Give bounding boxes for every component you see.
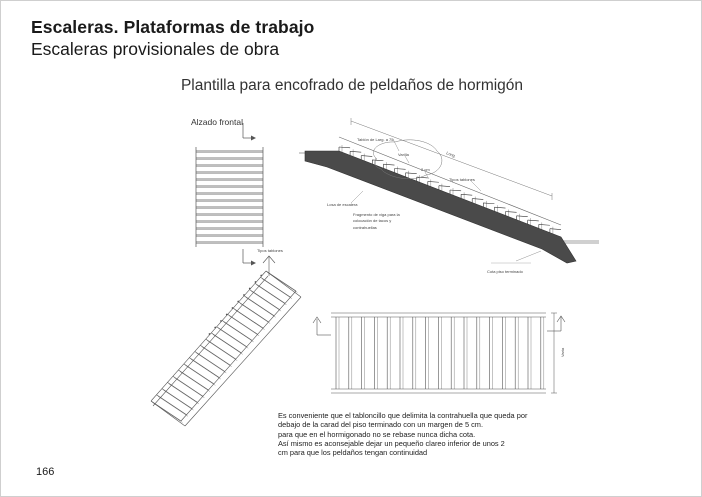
iso-tread: [207, 341, 237, 361]
iso-tread: [213, 334, 243, 354]
section-tread: [461, 194, 472, 195]
section-tread: [472, 199, 483, 200]
note-line: debajo de la carad del piso terminado con un margen de 5 cm.: [278, 420, 484, 430]
iso-dot: [220, 320, 222, 322]
iso-tread: [255, 283, 285, 303]
floor-level-label: Cota piso terminado: [487, 269, 523, 274]
iso-tread: [206, 339, 236, 359]
iso-dot: [260, 275, 262, 277]
front-elevation-label: Alzado frontal: [191, 117, 243, 127]
iso-tread: [180, 372, 210, 392]
iso-tread: [151, 401, 181, 421]
section-tread: [539, 224, 550, 225]
note-line: cm para que los peldaños tengan continuidad: [278, 448, 428, 458]
iso-tread: [218, 328, 248, 348]
plan-view-drawing: [313, 313, 565, 393]
iso-tread: [239, 302, 269, 322]
iso-tread: [261, 277, 291, 297]
plan-dimension-label: Varia: [560, 347, 565, 357]
iso-tread: [178, 370, 208, 390]
iso-tread: [173, 376, 203, 396]
figure-title: Plantilla para encofrado de peldaños de hormigón: [180, 77, 524, 94]
section-tread: [406, 173, 417, 174]
construction-note: [278, 411, 578, 457]
section-tread: [506, 212, 517, 213]
isometric-stair-drawing: [151, 256, 301, 426]
iso-tread: [202, 347, 232, 367]
rod-label: Varilla: [398, 152, 409, 157]
variable-label: 2 cm: [421, 167, 430, 172]
slab-label: Losa de escalera: [327, 202, 358, 207]
length-label: Long.: [445, 150, 457, 159]
section-tread: [350, 151, 361, 152]
iso-tread: [169, 384, 199, 404]
section-tread: [450, 190, 461, 191]
rebar-label: Fragmento de viga para la colocación de tacos y contrahuellas: [353, 212, 400, 230]
iso-dot: [243, 294, 245, 296]
iso-dot: [232, 307, 234, 309]
section-tread: [494, 207, 505, 208]
longitudinal-section-drawing: [299, 118, 599, 274]
iso-dot: [214, 327, 216, 329]
front-elevation-drawing: [191, 117, 283, 266]
side-board-label: Tipos tablones: [257, 248, 283, 253]
iso-tread: [244, 296, 274, 316]
section-tread: [383, 164, 394, 165]
iso-tread: [158, 396, 188, 416]
iso-tread: [153, 403, 183, 423]
iso-tread: [163, 390, 193, 410]
iso-tread: [211, 333, 241, 353]
iso-tread: [217, 327, 247, 347]
iso-dot: [237, 301, 239, 303]
section-tread: [550, 229, 561, 230]
iso-tread: [174, 378, 204, 398]
iso-tread: [196, 353, 226, 373]
board-label: Tablón de Larg. a 75: [357, 137, 394, 142]
iso-tread: [185, 365, 215, 385]
section-title: Escaleras. Plataformas de trabajo: [31, 17, 315, 37]
iso-tread: [233, 308, 263, 328]
section-tread: [428, 181, 439, 182]
section-tread: [339, 147, 350, 148]
rebar-label-container: [353, 212, 405, 248]
iso-tread: [162, 389, 192, 409]
iso-tread: [229, 316, 259, 336]
iso-dot: [249, 288, 251, 290]
note-line: Así mismo es aconsejable dejar un pequeño clareo inferior de unos 2: [278, 438, 505, 448]
section-tread: [372, 160, 383, 161]
tip-label: Tipos tablones: [449, 177, 475, 182]
iso-tread: [156, 395, 186, 415]
section-tread: [395, 169, 406, 170]
iso-tread: [268, 273, 298, 293]
iso-tread: [222, 321, 252, 341]
iso-tread: [262, 279, 292, 299]
iso-tread: [200, 345, 230, 365]
iso-tread: [184, 364, 214, 384]
iso-tread: [235, 310, 265, 330]
iso-dot: [226, 314, 228, 316]
section-tread: [439, 186, 450, 187]
iso-tread: [240, 303, 270, 323]
page-number: 166: [36, 466, 55, 478]
section-subtitle: Escaleras provisionales de obra: [31, 39, 280, 59]
iso-tread: [246, 297, 276, 317]
note-line: Es conveniente que el tabloncillo que delimita la contrahuella que queda por: [278, 411, 528, 420]
iso-tread: [251, 291, 281, 311]
section-tread: [361, 156, 372, 157]
iso-tread: [257, 285, 287, 305]
iso-dot: [255, 281, 257, 283]
iso-tread: [189, 358, 219, 378]
iso-tread: [266, 271, 296, 291]
section-tread: [483, 203, 494, 204]
iso-tread: [228, 314, 258, 334]
iso-tread: [195, 351, 225, 371]
section-tread: [517, 216, 528, 217]
section-tread: [528, 220, 539, 221]
note-line: para que en el hormigonado no se rebase nunca dicha cota.: [278, 429, 476, 439]
iso-tread: [250, 290, 280, 310]
iso-tread: [224, 322, 254, 342]
iso-tread: [191, 359, 221, 379]
iso-tread: [167, 382, 197, 402]
iso-dot: [209, 333, 211, 335]
